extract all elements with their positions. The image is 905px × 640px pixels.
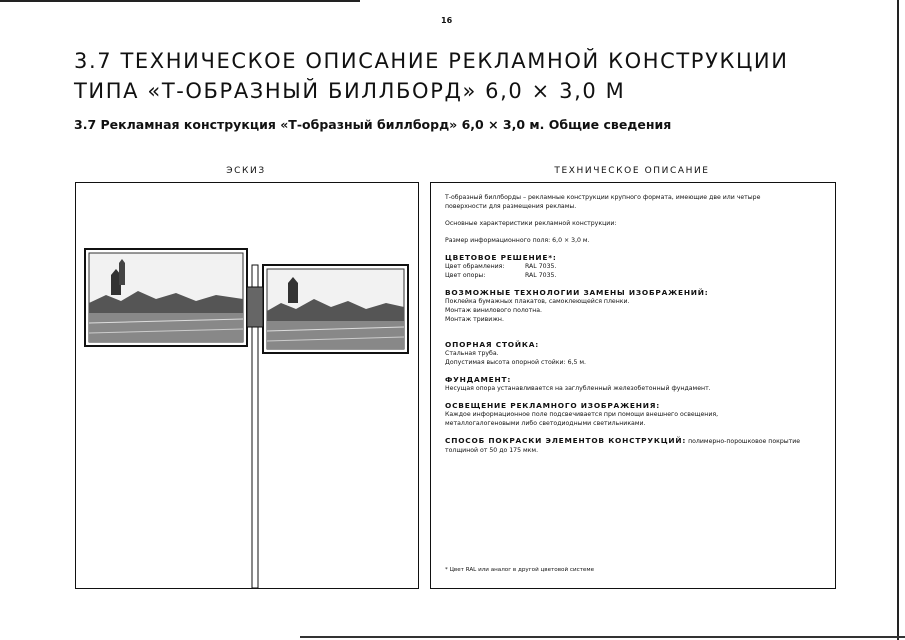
scan-edge-top bbox=[0, 0, 360, 2]
sketch-frame bbox=[75, 182, 419, 589]
page-title-line-1: 3.7 ТЕХНИЧЕСКОЕ ОПИСАНИЕ РЕКЛАМНОЙ КОНСТРУКЦИИ bbox=[74, 49, 789, 73]
page-number: 16 bbox=[441, 16, 453, 25]
description-heading: ТЕХНИЧЕСКОЕ ОПИСАНИЕ bbox=[554, 166, 710, 176]
lighting-heading: ОСВЕЩЕНИЕ РЕКЛАМНОГО ИЗОБРАЖЕНИЯ: bbox=[445, 401, 660, 410]
support-color-row bbox=[445, 271, 825, 280]
billboard-panel-right bbox=[263, 265, 408, 353]
main-characteristics: Основные характеристики рекламной конструкции: bbox=[445, 220, 617, 227]
frame-color-row bbox=[445, 262, 825, 271]
tech-item-3: Монтаж тривижн. bbox=[445, 316, 504, 323]
billboard-sketch bbox=[76, 183, 418, 588]
footnote: * Цвет RAL или аналог в другой цветовой системе bbox=[445, 567, 595, 573]
tech-item-2: Монтаж винилового полотна. bbox=[445, 307, 542, 314]
intro-text-1: Т-образный биллборды – рекламные конструкции крупного формата, имеющие две или четыре bbox=[445, 194, 761, 201]
foundation-item-1: Несущая опора устанавливается на заглубленный железобетонный фундамент. bbox=[445, 385, 711, 392]
post-item-1: Стальная труба. bbox=[445, 350, 499, 357]
info-field-size: Размер информационного поля: 6,0 × 3,0 м. bbox=[445, 237, 590, 244]
description-frame bbox=[430, 182, 836, 589]
lighting-item-1: Каждое информационное поле подсвечивается при помощи внешнего освещения, bbox=[445, 411, 719, 418]
page-title-line-2: ТИПА «Т-ОБРАЗНЫЙ БИЛЛБОРД» 6,0 × 3,0 М bbox=[74, 79, 626, 103]
description-body bbox=[445, 193, 825, 455]
paint-heading: СПОСОБ ПОКРАСКИ ЭЛЕМЕНТОВ КОНСТРУКЦИЙ: bbox=[445, 436, 687, 445]
billboard-panel-left bbox=[85, 249, 247, 346]
intro-text-2: поверхности для размещения рекламы. bbox=[445, 203, 577, 210]
frame-color-label: Цвет обрамления: bbox=[445, 263, 505, 270]
sketch-heading: ЭСКИЗ bbox=[226, 166, 266, 176]
support-color-label: Цвет опоры: bbox=[445, 272, 486, 279]
paint-item-2: толщиной от 50 до 175 мкм. bbox=[445, 447, 539, 454]
page-title bbox=[74, 46, 834, 106]
support-color-value: RAL 7035. bbox=[525, 272, 557, 279]
paint-line-1 bbox=[445, 436, 825, 446]
foundation-heading: ФУНДАМЕНТ: bbox=[445, 375, 512, 384]
frame-color-value: RAL 7035. bbox=[525, 263, 557, 270]
lighting-item-2: металлогалогеновыми либо светодиодными светильниками. bbox=[445, 420, 646, 427]
post-heading: ОПОРНАЯ СТОЙКА: bbox=[445, 340, 539, 349]
paint-item-1: полимерно-порошковое покрытие bbox=[688, 438, 801, 445]
tech-heading: ВОЗМОЖНЫЕ ТЕХНОЛОГИИ ЗАМЕНЫ ИЗОБРАЖЕНИЙ: bbox=[445, 288, 709, 297]
section-subtitle: 3.7 Рекламная конструкция «Т-образный биллборд» 6,0 × 3,0 м. Общие сведения bbox=[74, 117, 672, 132]
tech-item-1: Поклейка бумажных плакатов, самоклеющейся пленки. bbox=[445, 298, 630, 305]
billboard-bracket bbox=[247, 287, 263, 327]
color-heading: ЦВЕТОВОЕ РЕШЕНИЕ*: bbox=[445, 253, 557, 262]
scan-edge-bottom bbox=[300, 636, 905, 638]
scan-edge-right bbox=[897, 0, 899, 640]
post-item-2: Допустимая высота опорной стойки: 6,5 м. bbox=[445, 359, 587, 366]
